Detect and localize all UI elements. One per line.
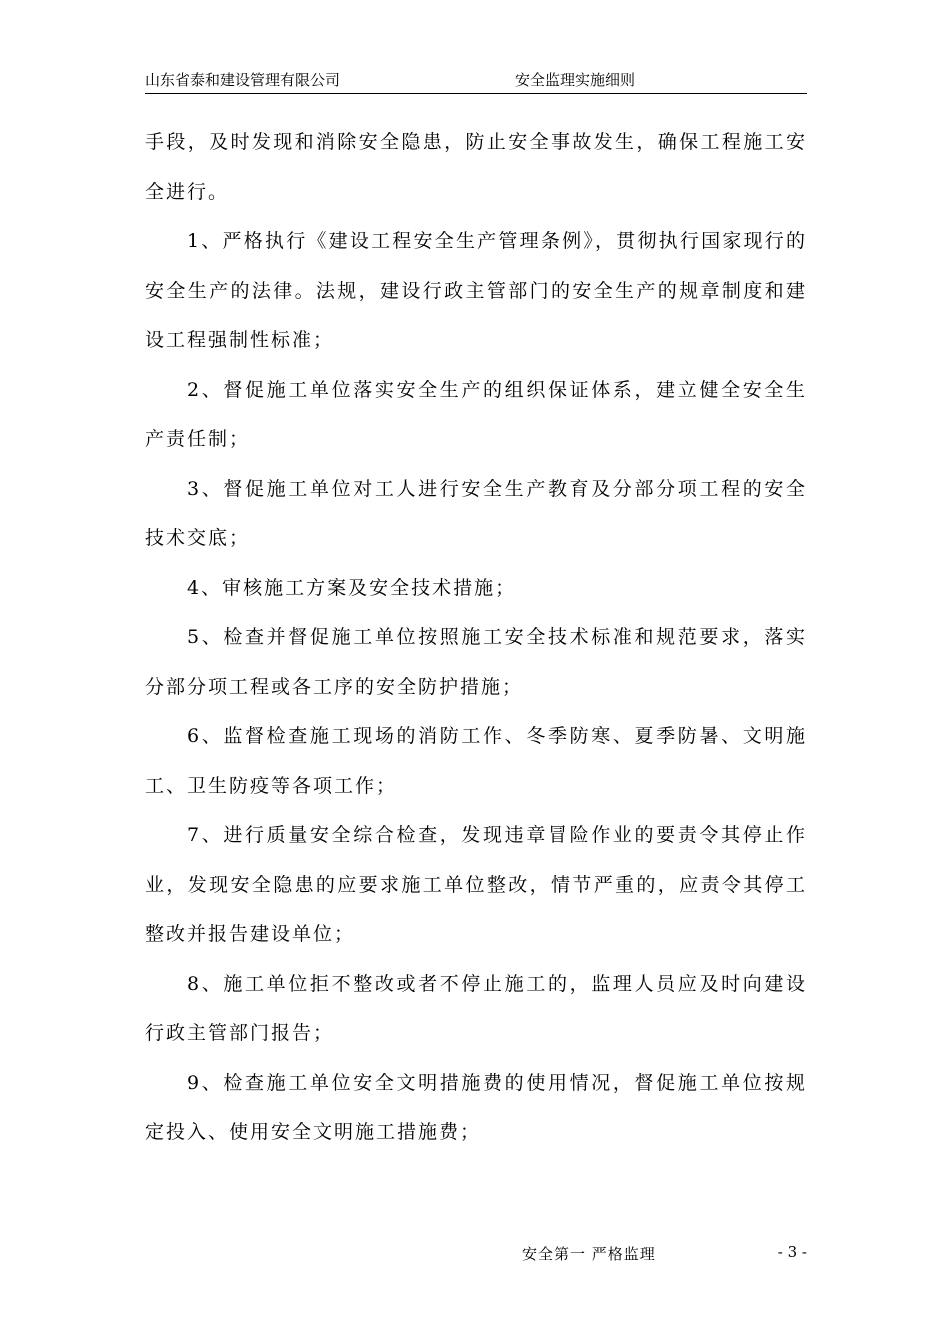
paragraph-item-8: 8、施工单位拒不整改或者不停止施工的，监理人员应及时向建设行政主管部门报告； [145,972,807,1044]
paragraph-item-6: 6、监督检查施工现场的消防工作、冬季防寒、夏季防暑、文明施工、卫生防疫等各项工作； [145,725,807,797]
paragraph-continuation: 手段，及时发现和消除安全隐患，防止安全事故发生，确保工程施工安全进行。 [145,131,807,203]
footer-slogan: 安全第一 严格监理 [522,1245,656,1263]
paragraph-item-4: 4、审核施工方案及安全技术措施； [187,576,517,599]
page-footer [145,1243,807,1267]
document-body [145,118,807,1158]
paragraph-item-2: 2、督促施工单位落实安全生产的组织保证体系，建立健全安全生产责任制； [145,378,807,450]
page-number: - 3 - [777,1243,807,1261]
header-document-title: 安全监理实施细则 [515,71,636,89]
paragraph-item-1: 1、严格执行《建设工程安全生产管理条例》，贯彻执行国家现行的安全生产的法律。法规，建设行政主管部门的安全生产的规章制度和建设工程强制性标准； [145,230,807,351]
header-company-name: 山东省泰和建设管理有限公司 [145,71,341,89]
paragraph-item-5: 5、检查并督促施工单位按照施工安全技术标准和规范要求，落实分部分项工程或各工序的安全防护措施； [145,626,807,698]
paragraph-item-7: 7、进行质量安全综合检查，发现违章冒险作业的要责令其停止作业，发现安全隐患的应要求施工单位整改，情节严重的，应责令其停工整改并报告建设单位； [145,824,807,945]
paragraph-item-9: 9、检查施工单位安全文明措施费的使用情况，督促施工单位按规定投入、使用安全文明施工措施费； [145,1071,807,1143]
page-header [145,67,807,94]
paragraph-item-3: 3、督促施工单位对工人进行安全生产教育及分部分项工程的安全技术交底； [145,477,807,549]
